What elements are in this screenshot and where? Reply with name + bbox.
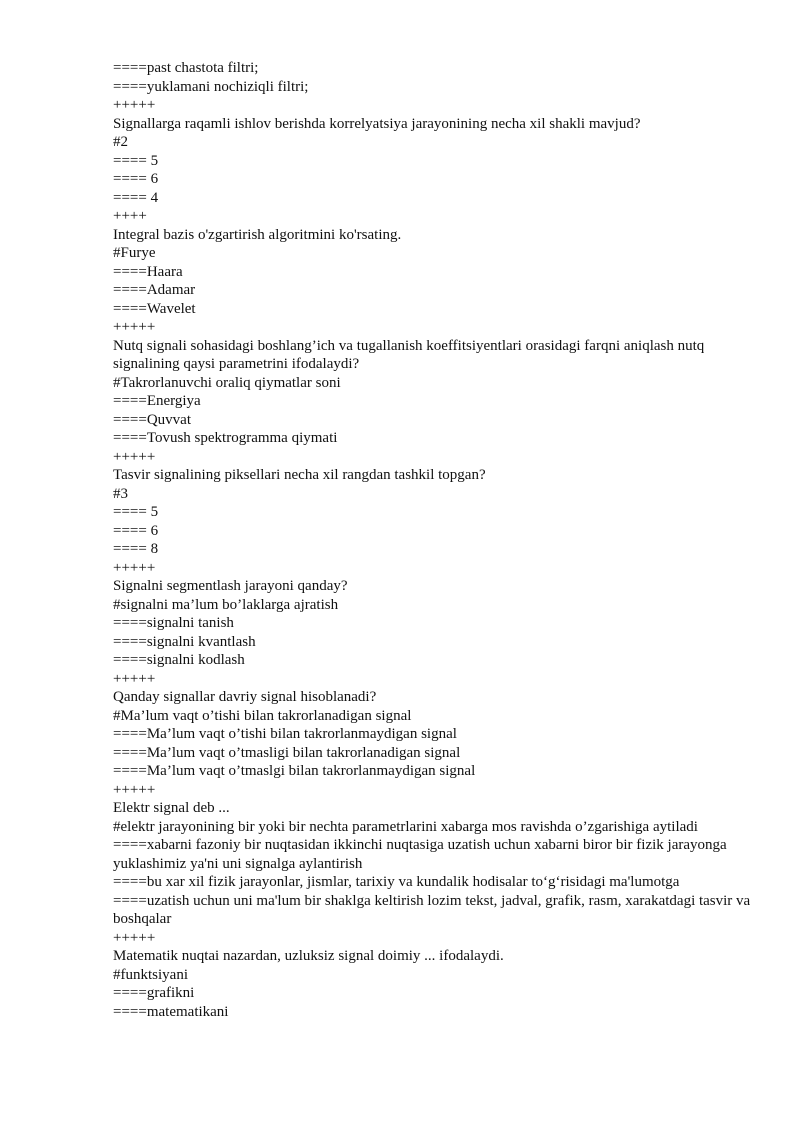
text-line: +++++ — [113, 781, 156, 798]
text-line: ====Quvvat — [113, 411, 191, 428]
text-line: Integral bazis o'zgartirish algoritmini ko'rsating. — [113, 226, 402, 243]
document-body — [113, 59, 753, 1021]
text-line: Qanday signallar davriy signal hisoblanadi? — [113, 689, 377, 705]
text-line: ==== 4 — [113, 189, 159, 206]
text-line: #signalni ma’lum bo’laklarga ajratish — [113, 596, 339, 613]
text-line: ====Tovush spektrogramma qiymati — [113, 430, 338, 446]
text-line: ====past chastota filtri; — [113, 60, 259, 76]
text-line: Elektr signal deb ... — [113, 800, 230, 816]
text-line: ==== 6 — [113, 171, 159, 187]
text-line: Signalni segmentlash jarayoni qanday? — [113, 578, 348, 594]
text-line: +++++ — [113, 97, 156, 113]
text-line: ====signalni kodlash — [113, 652, 245, 668]
text-line: #Takrorlanuvchi oraliq qiymatlar soni — [113, 374, 341, 391]
text-line: +++++ — [113, 559, 156, 576]
text-line: ====signalni tanish — [113, 615, 234, 631]
text-line: Matematik nuqtai nazardan, uzluksiz signal doimiy ... ifodalaydi. — [113, 948, 504, 964]
text-line: Nutq signali sohasidagi boshlang’ich va tugallanish koeffitsiyentlari orasidagi farqni aniqlash nutq — [113, 337, 705, 354]
text-line: +++++ — [113, 670, 156, 687]
text-line: ====Wavelet — [113, 300, 196, 317]
text-line: ==== 5 — [113, 152, 159, 169]
text-line: ++++ — [113, 208, 147, 224]
text-line: ==== 8 — [113, 541, 159, 557]
text-line: #elektr jarayonining bir yoki bir nechta parametrlarini xabarga mos ravishda o’zgarishiga aytiladi — [113, 818, 698, 835]
text-line: ====uzatish uchun uni ma'lum bir shaklga keltirish lozim tekst, jadval, grafik, rasm, xarakatdagi tasvir va boshqalar — [113, 892, 754, 927]
text-line: signalining qaysi parametrini ifodalaydi? — [113, 356, 360, 372]
text-line: ====Adamar — [113, 282, 196, 298]
text-line: ====Ma’lum vaqt o’tmaslgi bilan takrorlanmaydigan signal — [113, 763, 476, 779]
text-line: ====Energiya — [113, 393, 201, 409]
text-line: Tasvir signalining piksellari necha xil rangdan tashkil topgan? — [113, 467, 486, 483]
text-line: +++++ — [113, 319, 156, 335]
text-line: ====matematikani — [113, 1003, 229, 1020]
text-line: ====Ma’lum vaqt o’tishi bilan takrorlanmaydigan signal — [113, 726, 457, 742]
text-line: ====Ma’lum vaqt o’tmasligi bilan takrorlanadigan signal — [113, 744, 461, 761]
text-line: ====yuklamani nochiziqli filtri; — [113, 78, 309, 95]
text-line: #Ma’lum vaqt o’tishi bilan takrorlanadigan signal — [113, 707, 412, 724]
text-line: ====Haara — [113, 263, 183, 280]
text-line: ==== 5 — [113, 504, 159, 520]
text-line: +++++ — [113, 929, 156, 946]
text-line: ====grafikni — [113, 985, 195, 1001]
text-line: +++++ — [113, 448, 156, 465]
text-line: ====signalni kvantlash — [113, 633, 256, 650]
text-line: #Furye — [113, 245, 156, 261]
text-line: #funktsiyani — [113, 966, 188, 983]
text-line: Signallarga raqamli ishlov berishda korrelyatsiya jarayonining necha xil shakli mavjud? — [113, 115, 641, 132]
text-line: ==== 6 — [113, 522, 159, 539]
text-line: ====bu xar xil fizik jarayonlar, jismlar, tarixiy va kundalik hodisalar to‘g‘risidagi ma'lumotga — [113, 874, 680, 890]
text-line: #3 — [113, 485, 128, 502]
text-line: #2 — [113, 134, 128, 150]
text-line: ====xabarni fazoniy bir nuqtasidan ikkinchi nuqtasiga uzatish uchun xabarni biror bir fizik jarayonga yuklashimiz ya'ni uni signalga aylantirish — [113, 837, 731, 872]
